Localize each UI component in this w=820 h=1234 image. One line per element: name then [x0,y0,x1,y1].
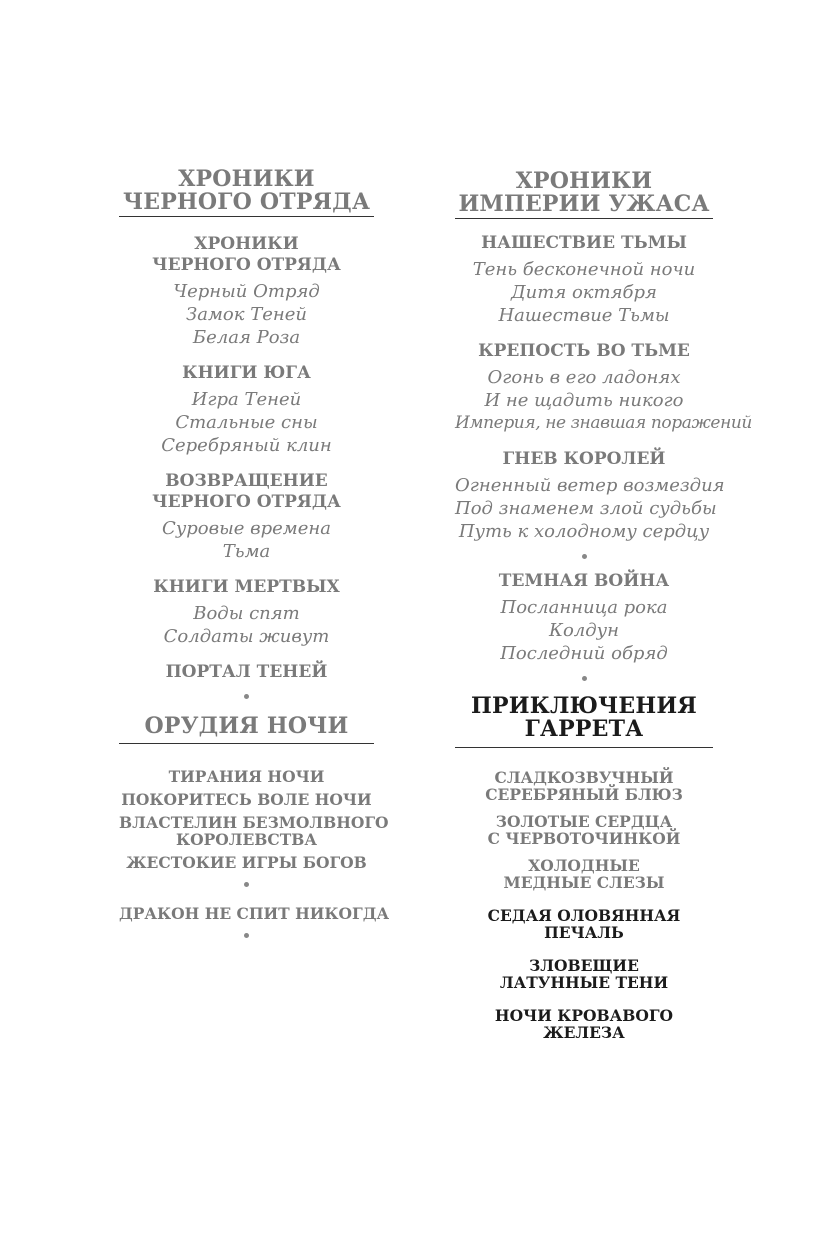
book-list [119,280,374,349]
separator-bullet [244,933,249,938]
book-title: Тень бесконечной ночи [472,259,696,280]
subseries-group [455,341,752,435]
book-title: Последний обряд [500,643,668,664]
subseries-group [119,577,374,648]
subseries-group [119,471,374,563]
left-column [119,166,390,938]
book-title: Черный Отряд [173,281,320,302]
subseries-title: ВОЗВРАЩЕНИЕ ЧЕРНОГО ОТРЯДА [152,471,341,512]
right-column [455,168,752,1042]
book-list [455,474,725,543]
series-title-dread-empire: ХРОНИКИ ИМПЕРИИ УЖАСА [458,168,710,217]
subseries-title: НАШЕСТВИЕ ТЬМЫ [481,233,687,253]
instrumentalities-list [119,767,390,938]
book-list [455,596,713,665]
book-title: Белая Роза [192,327,301,348]
separator-bullet [582,676,587,681]
book-list [455,366,752,435]
title-underline [455,747,713,748]
book-title: Игра Теней [191,389,302,410]
subseries-group [119,662,374,683]
book-title: ТИРАНИЯ НОЧИ [168,767,325,786]
title-underline [455,218,713,219]
book-title: И не щадить никого [484,390,684,411]
subseries-title: ХРОНИКИ ЧЕРНОГО ОТРЯДА [152,234,341,275]
book-title: Суровые времена [162,518,331,539]
book-title: ЗЛОВЕЩИЕ ЛАТУННЫЕ ТЕНИ [499,956,669,992]
book-title: СЕДАЯ ОЛОВЯННАЯ ПЕЧАЛЬ [487,906,681,942]
separator-bullet [244,882,249,887]
subseries-title: КНИГИ МЕРТВЫХ [153,577,340,597]
subseries-title: ТЕМНАЯ ВОЙНА [498,571,670,591]
series-title-instrumentalities: ОРУДИЯ НОЧИ [144,713,349,739]
subseries-title: КНИГИ ЮГА [182,363,311,383]
title-underline [119,743,374,744]
subseries-group [455,233,713,327]
title-underline [119,216,374,217]
book-title: Огонь в его ладонях [487,367,681,388]
book-title: Колдун [549,620,619,641]
book-list [455,258,713,327]
subseries-group [455,571,713,665]
book-title: Замок Теней [186,304,307,325]
subseries-title: ГНЕВ КОРОЛЕЙ [502,449,666,469]
book-title: Огненный ветер возмездия [455,475,725,496]
separator-bullet [244,694,249,699]
series-title-garrett: ПРИКЛЮЧЕНИЯ ГАРРЕТА [471,693,697,742]
book-title: ВЛАСТЕЛИН БЕЗМОЛВНОГО КОРОЛЕВСТВА [119,813,389,849]
subseries-group [455,449,725,543]
subseries-group [119,363,374,457]
book-list [119,602,374,648]
subseries-group [119,234,374,349]
book-title: ЗОЛОТЫЕ СЕРДЦА С ЧЕРВОТОЧИНКОЙ [487,812,681,848]
subseries-title: ПОРТАЛ ТЕНЕЙ [165,662,328,682]
book-title: Нашествие Тьмы [498,305,670,326]
book-title: НОЧИ КРОВАВОГО ЖЕЛЕЗА [494,1006,674,1042]
subseries-title: КРЕПОСТЬ ВО ТЬМЕ [478,341,690,361]
book-title: Дитя октября [511,282,657,303]
book-title: Тьма [222,541,271,562]
separator-bullet [582,554,587,559]
book-title: Путь к холодному сердцу [458,521,710,542]
garrett-list [455,769,713,1041]
book-title: Серебряный клин [161,435,332,456]
book-title: Посланница рока [500,597,668,618]
book-title: СЛАДКОЗВУЧНЫЙ СЕРЕБРЯНЫЙ БЛЮЗ [485,768,683,804]
book-title: ХОЛОДНЫЕ МЕДНЫЕ СЛЕЗЫ [503,856,665,892]
book-title: Под знаменем злой судьбы [455,498,717,519]
book-title: ПОКОРИТЕСЬ ВОЛЕ НОЧИ [121,790,372,809]
book-title: ДРАКОН НЕ СПИТ НИКОГДА [119,904,390,923]
book-title: Воды спят [193,603,300,624]
series-title-black-company: ХРОНИКИ ЧЕРНОГО ОТРЯДА [122,166,371,215]
book-list [119,388,374,457]
book-title: Стальные сны [175,412,318,433]
book-title: Солдаты живут [163,626,330,647]
book-list [119,517,374,563]
book-title: ЖЕСТОКИЕ ИГРЫ БОГОВ [126,853,367,872]
book-title: Империя, не знавшая поражений [455,413,752,433]
